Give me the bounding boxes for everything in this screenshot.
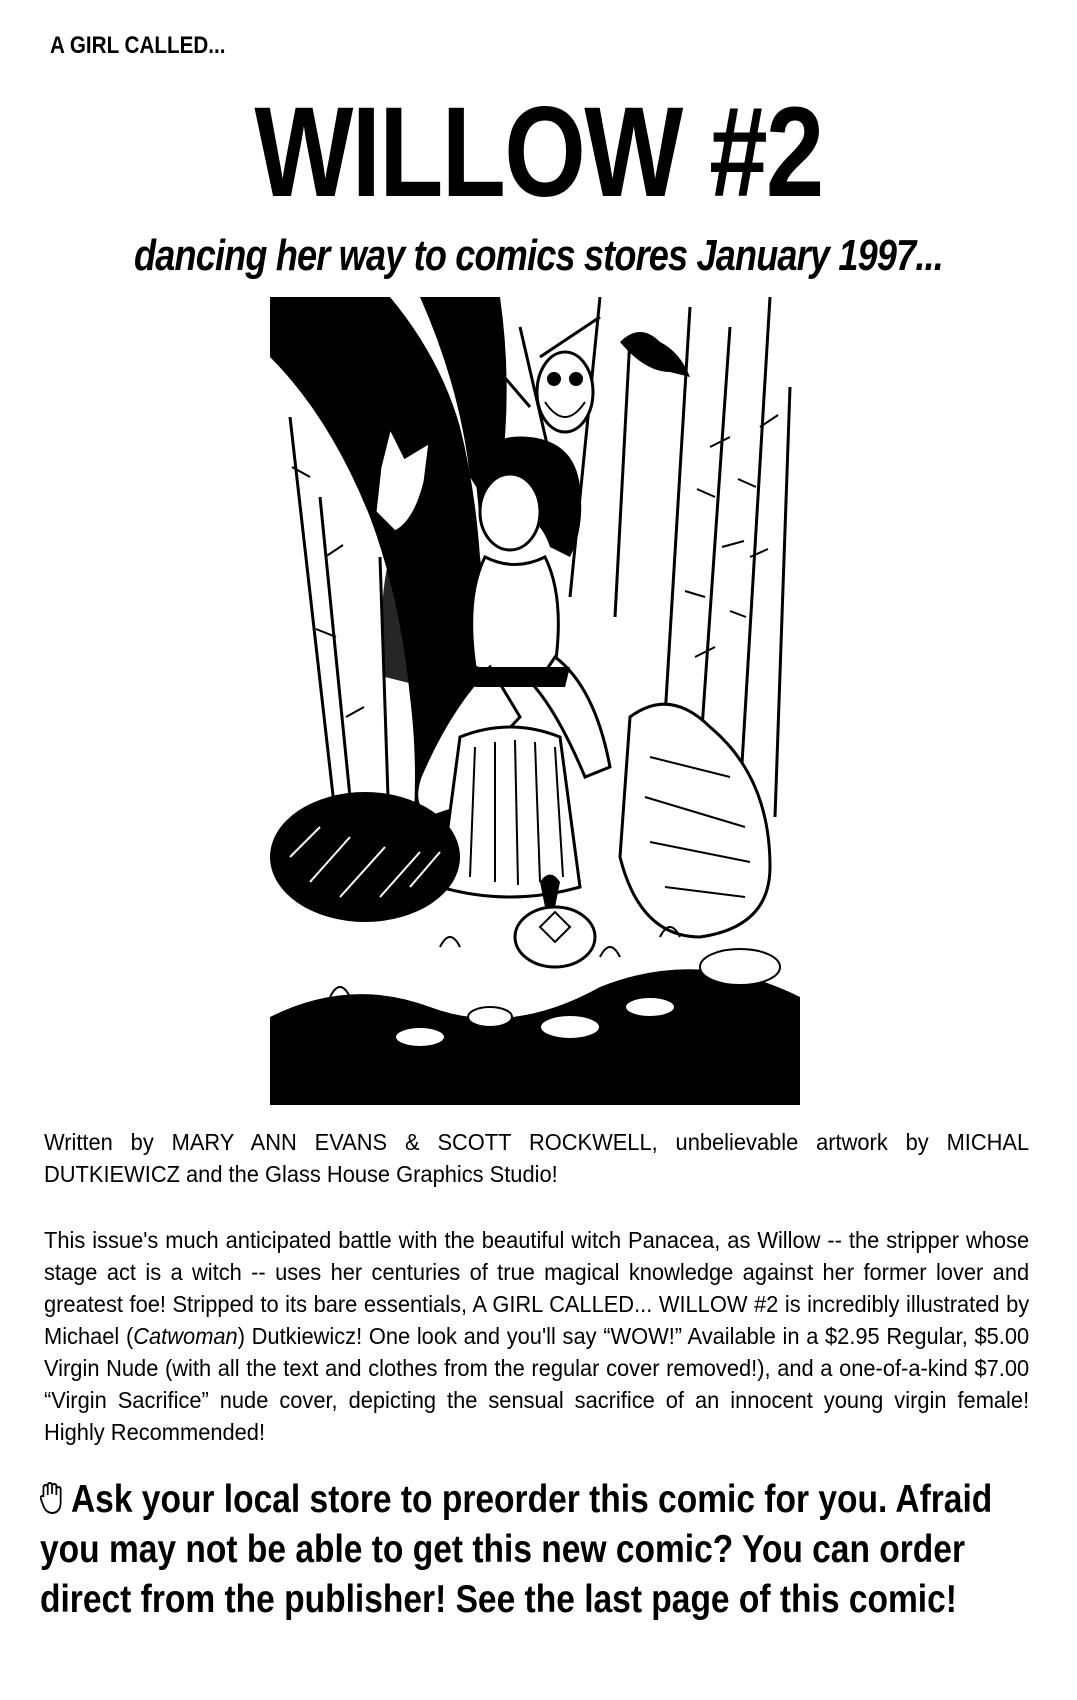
page-title: WILLOW #2 [254,81,823,224]
description-paragraph [44,1224,1029,1448]
credits-paragraph: Written by MARY ANN EVANS & SCOTT ROCKWELL, unbelievable artwork by MICHAL DUTKIEWICZ and the Glass House Graphics Studio! [44,1129,1030,1187]
call-to-action-text: Ask your local store to preorder this comic for you. Afraid you may not be able to get this new comic? You can order direct from the publisher! See the last page of this comic! [40,1478,993,1621]
cover-illustration [270,297,800,1105]
kicker-text: A GIRL CALLED... [50,32,226,59]
description-italic-title: Catwoman [133,1323,238,1349]
description-text-part1: This issue's much anticipated battle with the beautiful witch Panacea, as Willow -- the stripper whose stage act is a witch -- uses her centuries of true magical knowledge against her former lover and greatest foe! Stripped to its bare essentials, A GIRL CALLED... WILLOW #2 is incredibly illustrated by Michael ( [44,1227,1030,1349]
tagline: dancing her way to comics stores January 1997... [134,231,943,280]
call-to-action [40,1475,995,1625]
description-text-part2: ) Dutkiewicz! One look and you'll say “WOW!” Available in a $2.95 Regular, $5.00 Virgin Nude (with all the text and clothes from the regular cover removed!), and a one-of-a-kind $7.00 “Virgin Sacrifice” nude cover, depicting the sensual sacrifice of an innocent young virgin female! Highly Recommended! [44,1323,1030,1445]
pointing-hand-icon [40,1479,66,1513]
